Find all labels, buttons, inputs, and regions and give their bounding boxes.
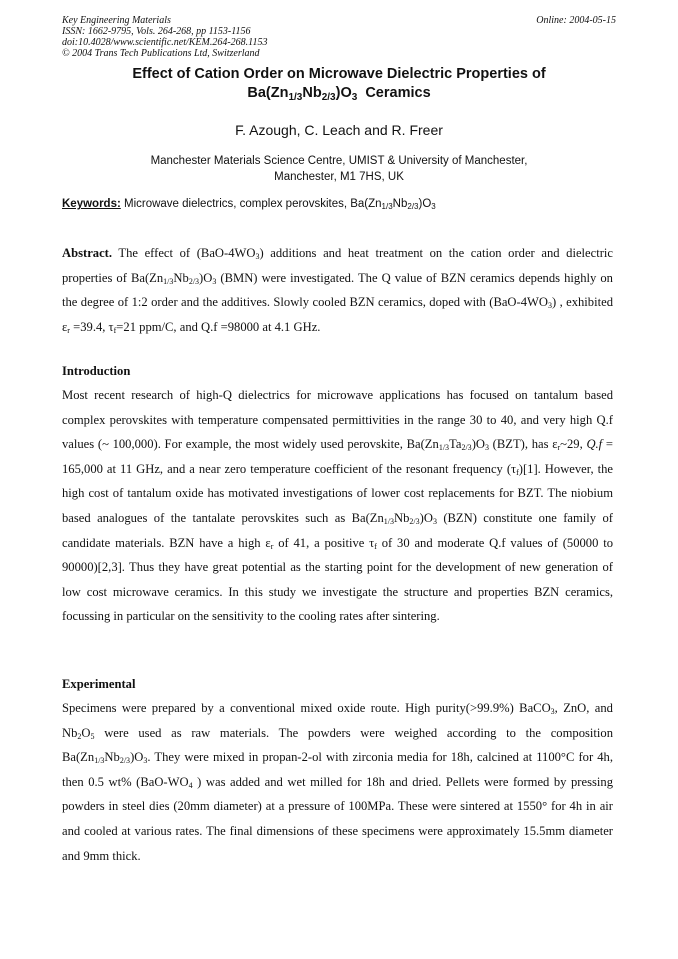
- title-line-1: Effect of Cation Order on Microwave Dielectric Properties of: [132, 66, 546, 82]
- abstract-label: Abstract.: [62, 246, 113, 260]
- experimental-paragraph: Specimens were prepared by a conventional mixed oxide route. High purity(>99.9%) BaCO$_3$, ZnO, and $Nb_2O_5$ were used as raw materials. The powders were weighed according to the composition $Ba(Zn_{1/3}Nb_{2/3})O_3$. They were mixed in propan-2-ol with zirconia media for 18h, calcined at 1100°C for 4h, then 0.5 wt% ($BaO-WO_4$ ) was added and wet milled for 18h and dried. Pellets were formed by pressing powders in steel dies (20mm diameter) at a pressure of 100MPa. These were sintered at 1550° for 4h in air and cooled at various rates. The final dimensions of these specimens were approximately 15.5mm diameter and 9mm thick.: [62, 701, 613, 863]
- introduction-heading: Introduction: [62, 364, 131, 378]
- doi-line: doi:10.4028/www.scientific.net/KEM.264-268.1153: [62, 37, 268, 48]
- authors: F. Azough, C. Leach and R. Freer: [235, 122, 443, 138]
- introduction-paragraph: Most recent research of high-Q dielectrics for microwave applications has focused on tantalum based complex perovskites with temperature compensated permittivities in the range 30 to 40, and very high Q.f values (~ 100,000). For example, the most widely used perovskite, $Ba(Zn_{1/3}Ta_{2/3})O_3$ (BZT), has $\varepsilon_r\sim 29$, Q.f = 165,000 at 11 GHz, and a near zero temperature coefficient of the resonant frequency $(\tau_f)[1]$. However, the high cost of tantalum oxide has motivated investigations of lower cost replacements for BZT. The niobium based analogues of the tantalate perovskites such as $Ba(Zn_{1/3}Nb_{2/3})O_3$ (BZN) constitute one family of candidate materials. BZN have a high $\varepsilon_r$ of 41, a positive $\tau_f$ of 30 and moderate Q.f values of (50000 to 90000)[2,3]. Thus they have great potential as the starting point for the development of new generation of low cost microwave ceramics. In this study we investigate the structure and properties BZN ceramics, focussing in particular on the sensitivity to the cooling rates after sintering.: [62, 388, 613, 624]
- keywords: Keywords: Microwave dielectrics, complex perovskites, $Ba(Zn_{1/3}Nb_{2/3})O_3$: [62, 198, 436, 211]
- abstract-paragraph: Abstract. The effect of $(BaO-4WO_3)$ additions and heat treatment on the cation order and dielectric properties of $Ba(Zn_{1/3}Nb_{2/3})O_3$ (BMN) were investigated. The Q value of BZN ceramics depends highly on the degree of 1:2 order and the additives. Slowly cooled BZN ceramics, doped with $(BaO-4WO_3)$ , exhibited $\varepsilon_r =39.4$, $\tau_f=21$ ppm/C, and Q.f =98000 at 4.1 GHz.: [62, 246, 613, 335]
- journal-header: [62, 15, 267, 59]
- title-line-2: $Ba(Zn_{1/3}Nb_{2/3})O_3$ Ceramics: [247, 85, 431, 103]
- copyright-line: © 2004 Trans Tech Publications Ltd, Switzerland: [62, 48, 260, 59]
- online-date: Online: 2004-05-15: [536, 15, 616, 26]
- journal-name: Key Engineering Materials: [62, 15, 171, 26]
- paper-title: [62, 65, 616, 103]
- experimental-heading: Experimental: [62, 677, 136, 691]
- keywords-label: Keywords:: [62, 198, 121, 210]
- affiliation: Manchester Materials Science Centre, UMIST & University of Manchester, Manchester, M1 7HS, UK: [150, 155, 528, 183]
- issn-line: ISSN: 1662-9795, Vols. 264-268, pp 1153-1156: [62, 26, 251, 37]
